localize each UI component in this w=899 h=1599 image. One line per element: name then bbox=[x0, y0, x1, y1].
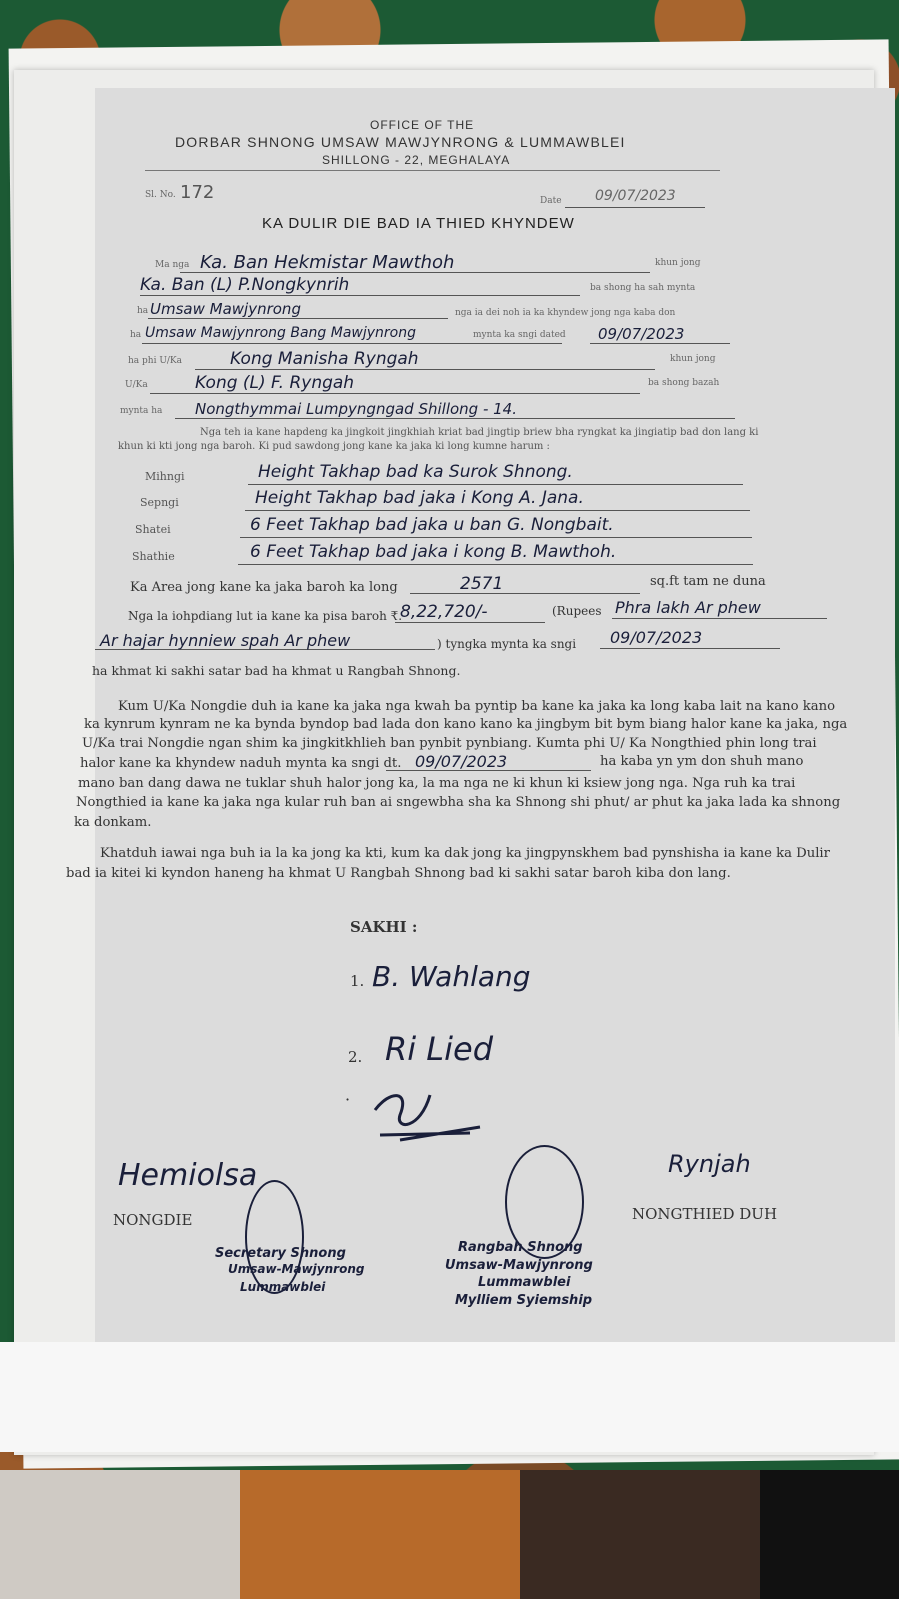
office-of-heading: OFFICE OF THE bbox=[370, 118, 475, 132]
area-value: 2571 bbox=[460, 574, 504, 594]
ha-khmat-text: ha khmat ki sakhi satar bad ha khmat u Rangbah Shnong. bbox=[92, 663, 461, 678]
floor-background bbox=[0, 1470, 899, 1599]
ma-nga-label: Ma nga bbox=[155, 260, 190, 270]
boundary-value-mihngi: Height Takhap bad ka Surok Shnong. bbox=[258, 462, 573, 482]
secretary-seal-line-3: Lummawblei bbox=[240, 1280, 326, 1294]
ba-shong-label-1: ba shong ha sah mynta bbox=[590, 283, 696, 293]
para1-line-e: mano ban dang dawa ne tuklar shuh halor jong ka, la ma nga ne ki khun ki ksiew jong nga. Nga ruh ka trai bbox=[78, 776, 796, 791]
nga-ia-dei-text: nga ia dei noh ia ka khyndew jong nga kaba don bbox=[455, 308, 676, 318]
boundary-line-shathie bbox=[238, 564, 753, 565]
buyer-address-line bbox=[175, 418, 735, 419]
ba-shong-bazah-label: ba shong bazah bbox=[648, 378, 720, 388]
boundary-label-shathie: Shathie bbox=[132, 550, 175, 563]
para1-line-b: ka kynrum kynram ne ka bynda byndop bad lada don kano kano ka jingbym bit bym biang halor kane ka jaka, nga bbox=[84, 717, 848, 732]
dated-value: 09/07/2023 bbox=[598, 325, 685, 343]
seller-place-value: Umsaw Mawjynrong bbox=[150, 300, 301, 318]
date-value: 09/07/2023 bbox=[595, 188, 676, 204]
buyer-father-value: Kong (L) F. Ryngah bbox=[195, 373, 355, 393]
boundary-line-shatei bbox=[240, 537, 752, 538]
boundary-value-shathie: 6 Feet Takhap bad jaka i kong B. Mawthoh. bbox=[250, 542, 617, 562]
secretary-seal-line-2: Umsaw-Mawjynrong bbox=[228, 1262, 365, 1276]
boundary-value-shatei: 6 Feet Takhap bad jaka u ban G. Nongbait. bbox=[250, 515, 614, 535]
boundary-line-sepngi bbox=[245, 510, 750, 511]
area-label: Ka Area jong kane ka jaka baroh ka long bbox=[130, 580, 398, 595]
payment-date-line bbox=[600, 648, 780, 649]
boundary-label-sepngi: Sepngi bbox=[140, 496, 179, 509]
witness-3-signature-mark bbox=[360, 1085, 490, 1145]
nongthied-signature: Rynjah bbox=[668, 1150, 751, 1178]
rangbah-seal-line-2: Umsaw-Mawjynrong bbox=[445, 1258, 593, 1273]
mynta-ha-label: mynta ha bbox=[120, 406, 163, 416]
seller-place-line bbox=[148, 318, 448, 319]
area-unit: sq.ft tam ne duna bbox=[650, 574, 766, 589]
amount-words-2: Ar hajar hynniew spah Ar phew bbox=[100, 631, 351, 650]
seller-father-value: Ka. Ban (L) P.Nongkynrih bbox=[140, 275, 350, 295]
amount-words-1: Phra lakh Ar phew bbox=[615, 598, 761, 617]
payment-amount-line bbox=[395, 622, 545, 623]
para1-date: 09/07/2023 bbox=[415, 752, 508, 771]
rangbah-seal-line-3: Lummawblei bbox=[478, 1275, 571, 1290]
nongdie-signature: Hemiolsa bbox=[118, 1158, 258, 1193]
para1-line-g: ka donkam. bbox=[74, 815, 152, 830]
nongthied-label: NONGTHIED DUH bbox=[632, 1205, 778, 1223]
witness-1-number: 1. bbox=[350, 972, 365, 990]
rangbah-seal-line-4: Mylliem Syiemship bbox=[455, 1293, 593, 1308]
buyer-father-line bbox=[150, 393, 640, 394]
area-line bbox=[410, 593, 640, 594]
location-line bbox=[142, 343, 562, 344]
ha-label-2: ha bbox=[130, 330, 142, 340]
payment-label: Nga la iohpdiang lut ia kane ka pisa baroh ₹. bbox=[128, 609, 403, 623]
amount-words-line-1 bbox=[612, 618, 827, 619]
para1-line-d-pre: halor kane ka khyndew naduh mynta ka sngi dt. bbox=[80, 756, 402, 771]
boundary-line-mihngi bbox=[248, 484, 743, 485]
secretary-seal-line-1: Secretary Shnong bbox=[215, 1246, 346, 1261]
payment-date: 09/07/2023 bbox=[610, 628, 703, 647]
tyngka-text: ) tyngka mynta ka sngi bbox=[437, 637, 577, 651]
para1-line-c: U/Ka trai Nongdie ngan shim ka jingkitkhlieh ban pynbit pynbiang. Kumta phi U/ Ka Nongthied phin long trai bbox=[82, 736, 817, 751]
witness-2-signature: Ri Lied bbox=[385, 1030, 494, 1068]
payment-amount: 8,22,720/- bbox=[400, 602, 488, 622]
document-title: KA DULIR DIE BAD IA THIED KHYNDEW bbox=[262, 215, 575, 232]
nga-teh-text: Nga teh ia kane hapdeng ka jingkoit jingkhiah kriat bad jingtip briew bha ryngkat ka jingiatip bad don lang ki bbox=[200, 427, 759, 438]
dated-line bbox=[590, 343, 730, 344]
para1-line-f: Nongthied ia kane ka jaka nga kular ruh ban ai sngewbha sha ka Shnong shi phut/ ar phut ka jaka lada ka shnong bbox=[76, 795, 841, 810]
nongdie-label: NONGDIE bbox=[113, 1211, 193, 1229]
location-value: Umsaw Mawjynrong Bang Mawjynrong bbox=[145, 325, 416, 341]
ukha-label: U/Ka bbox=[125, 380, 148, 390]
mynta-ka-sngi-text: mynta ka sngi dated bbox=[473, 330, 566, 340]
serial-number-value: 172 bbox=[180, 182, 215, 203]
khun-ki-kti-text: khun ki kti jong nga baroh. Ki pud sawdong jong kane ka jaka ki long kumne harum : bbox=[118, 441, 550, 452]
khun-jong-label-2: khun jong bbox=[670, 354, 716, 364]
witness-2-number: 2. bbox=[348, 1048, 363, 1066]
khun-jong-label-1: khun jong bbox=[655, 258, 701, 268]
buyer-name-line bbox=[195, 369, 655, 370]
witness-3-number: · bbox=[345, 1090, 351, 1109]
buyer-address-value: Nongthymmai Lumpyngngad Shillong - 14. bbox=[195, 400, 517, 418]
ha-label-1: ha bbox=[137, 306, 149, 316]
boundary-value-sepngi: Height Takhap bad jaka i Kong A. Jana. bbox=[255, 488, 584, 508]
seller-name-value: Ka. Ban Hekmistar Mawthoh bbox=[200, 252, 455, 273]
boundary-label-shatei: Shatei bbox=[135, 523, 171, 536]
para2-line-b: bad ia kitei ki kyndon haneng ha khmat U Rangbah Shnong bad ki sakhi satar baroh kiba don lang. bbox=[66, 866, 731, 881]
seller-father-line bbox=[140, 295, 580, 296]
rupees-label: (Rupees bbox=[552, 604, 602, 618]
para2-line-a: Khatduh iawai nga buh ia la ka jong ka kti, kum ka dak jong ka jingpynskhem bad pynshisha ia kane ka Dulir bbox=[100, 846, 830, 861]
header-divider bbox=[145, 170, 720, 171]
date-label: Date bbox=[540, 196, 562, 206]
rangbah-seal-line-1: Rangbah Shnong bbox=[458, 1240, 583, 1255]
serial-number-label: Sl. No. bbox=[145, 190, 176, 200]
buyer-name-value: Kong Manisha Ryngah bbox=[230, 349, 419, 369]
boundary-label-mihngi: Mihngi bbox=[145, 470, 185, 483]
organization-address: SHILLONG - 22, MEGHALAYA bbox=[322, 153, 511, 167]
ha-phi-label: ha phi U/Ka bbox=[128, 356, 183, 366]
secretary-seal-outline bbox=[245, 1180, 304, 1294]
para1-line-d-post: ha kaba yn ym don shuh mano bbox=[600, 754, 804, 769]
sakhi-label: SAKHI : bbox=[350, 918, 418, 936]
date-line bbox=[565, 207, 705, 208]
para1-line-a: Kum U/Ka Nongdie duh ia kane ka jaka nga kwah ba pyntip ba kane ka jaka ka long kaba lait na kano kano bbox=[118, 699, 836, 714]
witness-1-signature: B. Wahlang bbox=[372, 960, 531, 993]
organization-name: DORBAR SHNONG UMSAW MAWJYNRONG & LUMMAWBLEI bbox=[175, 134, 626, 150]
paper-lower-margin bbox=[0, 1342, 899, 1452]
